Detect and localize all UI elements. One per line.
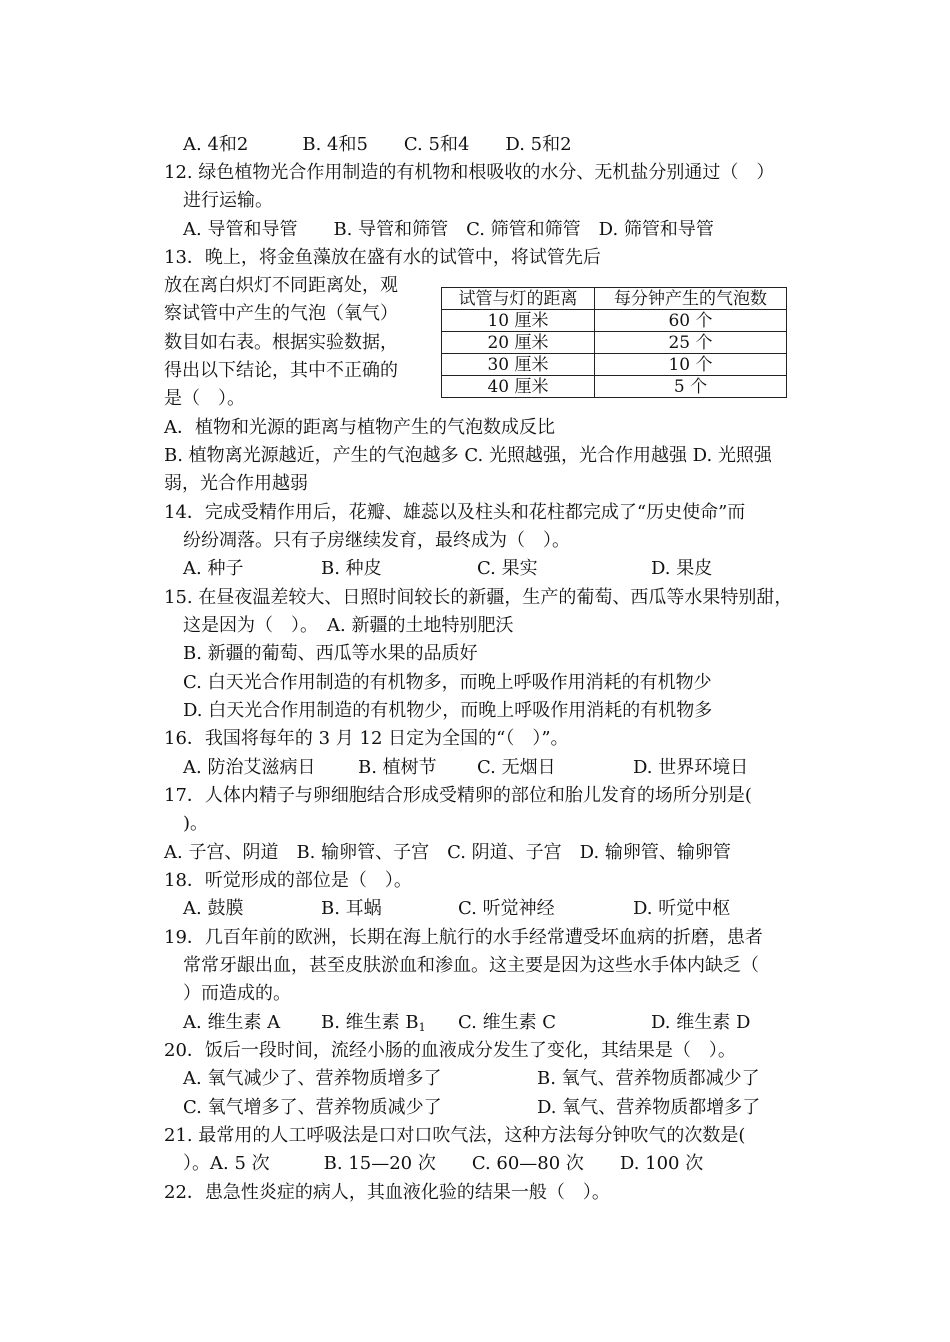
q12-stem-cont: 进行运输。 [183, 190, 273, 211]
q13-options-cont: 弱，光合作用越弱 [164, 473, 308, 494]
q18-option-b: B. 耳蜗 [321, 898, 382, 919]
q20-option-c: C. 氧气增多了、营养物质减少了 [183, 1097, 442, 1118]
q13-stem-line2: 放在离白炽灯不同距离处，观 [164, 275, 398, 296]
q17-options: A. 子宫、阴道 B. 输卵管、子宫 C. 阴道、子宫 D. 输卵管、输卵管 [164, 842, 731, 863]
q13-options-bcd: B. 植物离光源越近，产生的气泡越多 C. 光照越强，光合作用越强 D. 光照强 [164, 445, 772, 466]
q21-stem: 21. 最常用的人工呼吸法是口对口吹气法，这种方法每分钟吹气的次数是( [164, 1125, 746, 1146]
table-cell: 20 厘米 [442, 332, 595, 354]
q16-option-b: B. 植树节 [358, 757, 437, 778]
q19-stem: 19．几百年前的欧洲，长期在海上航行的水手经常遭受坏血病的折磨，患者 [164, 927, 763, 948]
q14-stem-cont: 纷纷凋落。只有子房继续发育，最终成为（ ）。 [183, 530, 570, 551]
q13-stem-line6: 是（ ）。 [164, 388, 245, 409]
q14-option-d: D. 果皮 [651, 558, 713, 579]
table-cell: 30 厘米 [442, 354, 595, 376]
table-cell: 5 个 [595, 376, 787, 398]
q14-option-b: B. 种皮 [321, 558, 382, 579]
table-header-row [442, 288, 787, 310]
q16-option-a: A. 防治艾滋病日 [183, 757, 316, 778]
q22-stem: 22．患急性炎症的病人，其血液化验的结果一般（ ）。 [164, 1182, 610, 1203]
q14-option-a: A. 种子 [183, 558, 244, 579]
q14-option-c: C. 果实 [477, 558, 538, 579]
q16-option-d: D. 世界环境日 [633, 757, 749, 778]
q21-options: ）。A. 5 次 B. 15—20 次 C. 60—80 次 D. 100 次 [183, 1153, 704, 1174]
q19-option-c: C. 维生素 C [458, 1012, 557, 1033]
table-cell: 60 个 [595, 310, 787, 332]
q20-option-d: D. 氧气、营养物质都增多了 [537, 1097, 761, 1118]
q20-stem: 20．饭后一段时间，流经小肠的血液成分发生了变化，其结果是（ ）。 [164, 1040, 736, 1061]
q19-option-b-subscript: 1 [418, 1021, 426, 1034]
q19-option-b-text: B. 维生素 B [321, 1012, 419, 1033]
experiment-table [441, 287, 787, 398]
q19-option-d: D. 维生素 D [651, 1012, 751, 1033]
table-header-bubbles: 每分钟产生的气泡数 [595, 288, 787, 310]
q12-options: A. 导管和导管 B. 导管和筛管 C. 筛管和筛管 D. 筛管和导管 [183, 219, 714, 240]
q11-options: A. 4和2 B. 4和5 C. 5和4 D. 5和2 [183, 134, 572, 155]
table-cell: 10 厘米 [442, 310, 595, 332]
q18-option-c: C. 听觉神经 [458, 898, 555, 919]
q17-stem-cont: )。 [183, 813, 209, 834]
table-cell: 40 厘米 [442, 376, 595, 398]
q13-option-a: A．植物和光源的距离与植物产生的气泡数成反比 [164, 417, 555, 438]
q19-stem-cont2: ）而造成的。 [183, 983, 291, 1004]
q18-option-d: D. 听觉中枢 [633, 898, 731, 919]
q19-option-a: A. 维生素 A [183, 1012, 281, 1033]
table-row [442, 332, 787, 354]
table-row [442, 376, 787, 398]
table-row [442, 310, 787, 332]
q15-option-d: D. 白天光合作用制造的有机物少，而晚上呼吸作用消耗的有机物多 [183, 700, 713, 721]
q18-stem: 18．听觉形成的部位是（ ）。 [164, 870, 412, 891]
table-cell: 25 个 [595, 332, 787, 354]
q16-option-c: C. 无烟日 [477, 757, 556, 778]
q20-option-a: A. 氧气减少了、营养物质增多了 [183, 1068, 442, 1089]
q13-stem-line3: 察试管中产生的气泡（氧气） [164, 303, 398, 324]
q12-stem: 12. 绿色植物光合作用制造的有机物和根吸收的水分、无机盐分别通过（ ） [164, 162, 775, 183]
q13-stem: 13．晚上，将金鱼藻放在盛有水的试管中，将试管先后 [164, 247, 601, 268]
q15-option-c: C. 白天光合作用制造的有机物多，而晚上呼吸作用消耗的有机物少 [183, 672, 712, 693]
q17-stem: 17．人体内精子与卵细胞结合形成受精卵的部位和胎儿发育的场所分别是( [164, 785, 752, 806]
q18-option-a: A. 鼓膜 [183, 898, 244, 919]
table-row [442, 354, 787, 376]
q15-stem-cont: 这是因为（ ）。 A. 新疆的土地特别肥沃 [183, 615, 514, 636]
q13-stem-line5: 得出以下结论，其中不正确的 [164, 360, 398, 381]
q14-stem: 14．完成受精作用后，花瓣、雄蕊以及柱头和花柱都完成了“历史使命”而 [164, 502, 746, 523]
q13-stem-line4: 数目如右表。根据实验数据， [164, 332, 398, 353]
q16-stem: 16．我国将每年的 3 月 12 日定为全国的“（ ）”。 [164, 728, 569, 749]
q15-option-b: B. 新疆的葡萄、西瓜等水果的品质好 [183, 643, 478, 664]
table-cell: 10 个 [595, 354, 787, 376]
q19-stem-cont: 常常牙龈出血，甚至皮肤淤血和渗血。这主要是因为这些水手体内缺乏（ [183, 955, 759, 976]
q15-stem: 15. 在昼夜温差较大、日照时间较长的新疆，生产的葡萄、西瓜等水果特别甜， [164, 587, 793, 608]
q20-option-b: B. 氧气、营养物质都减少了 [537, 1068, 760, 1089]
table-header-distance: 试管与灯的距离 [442, 288, 595, 310]
